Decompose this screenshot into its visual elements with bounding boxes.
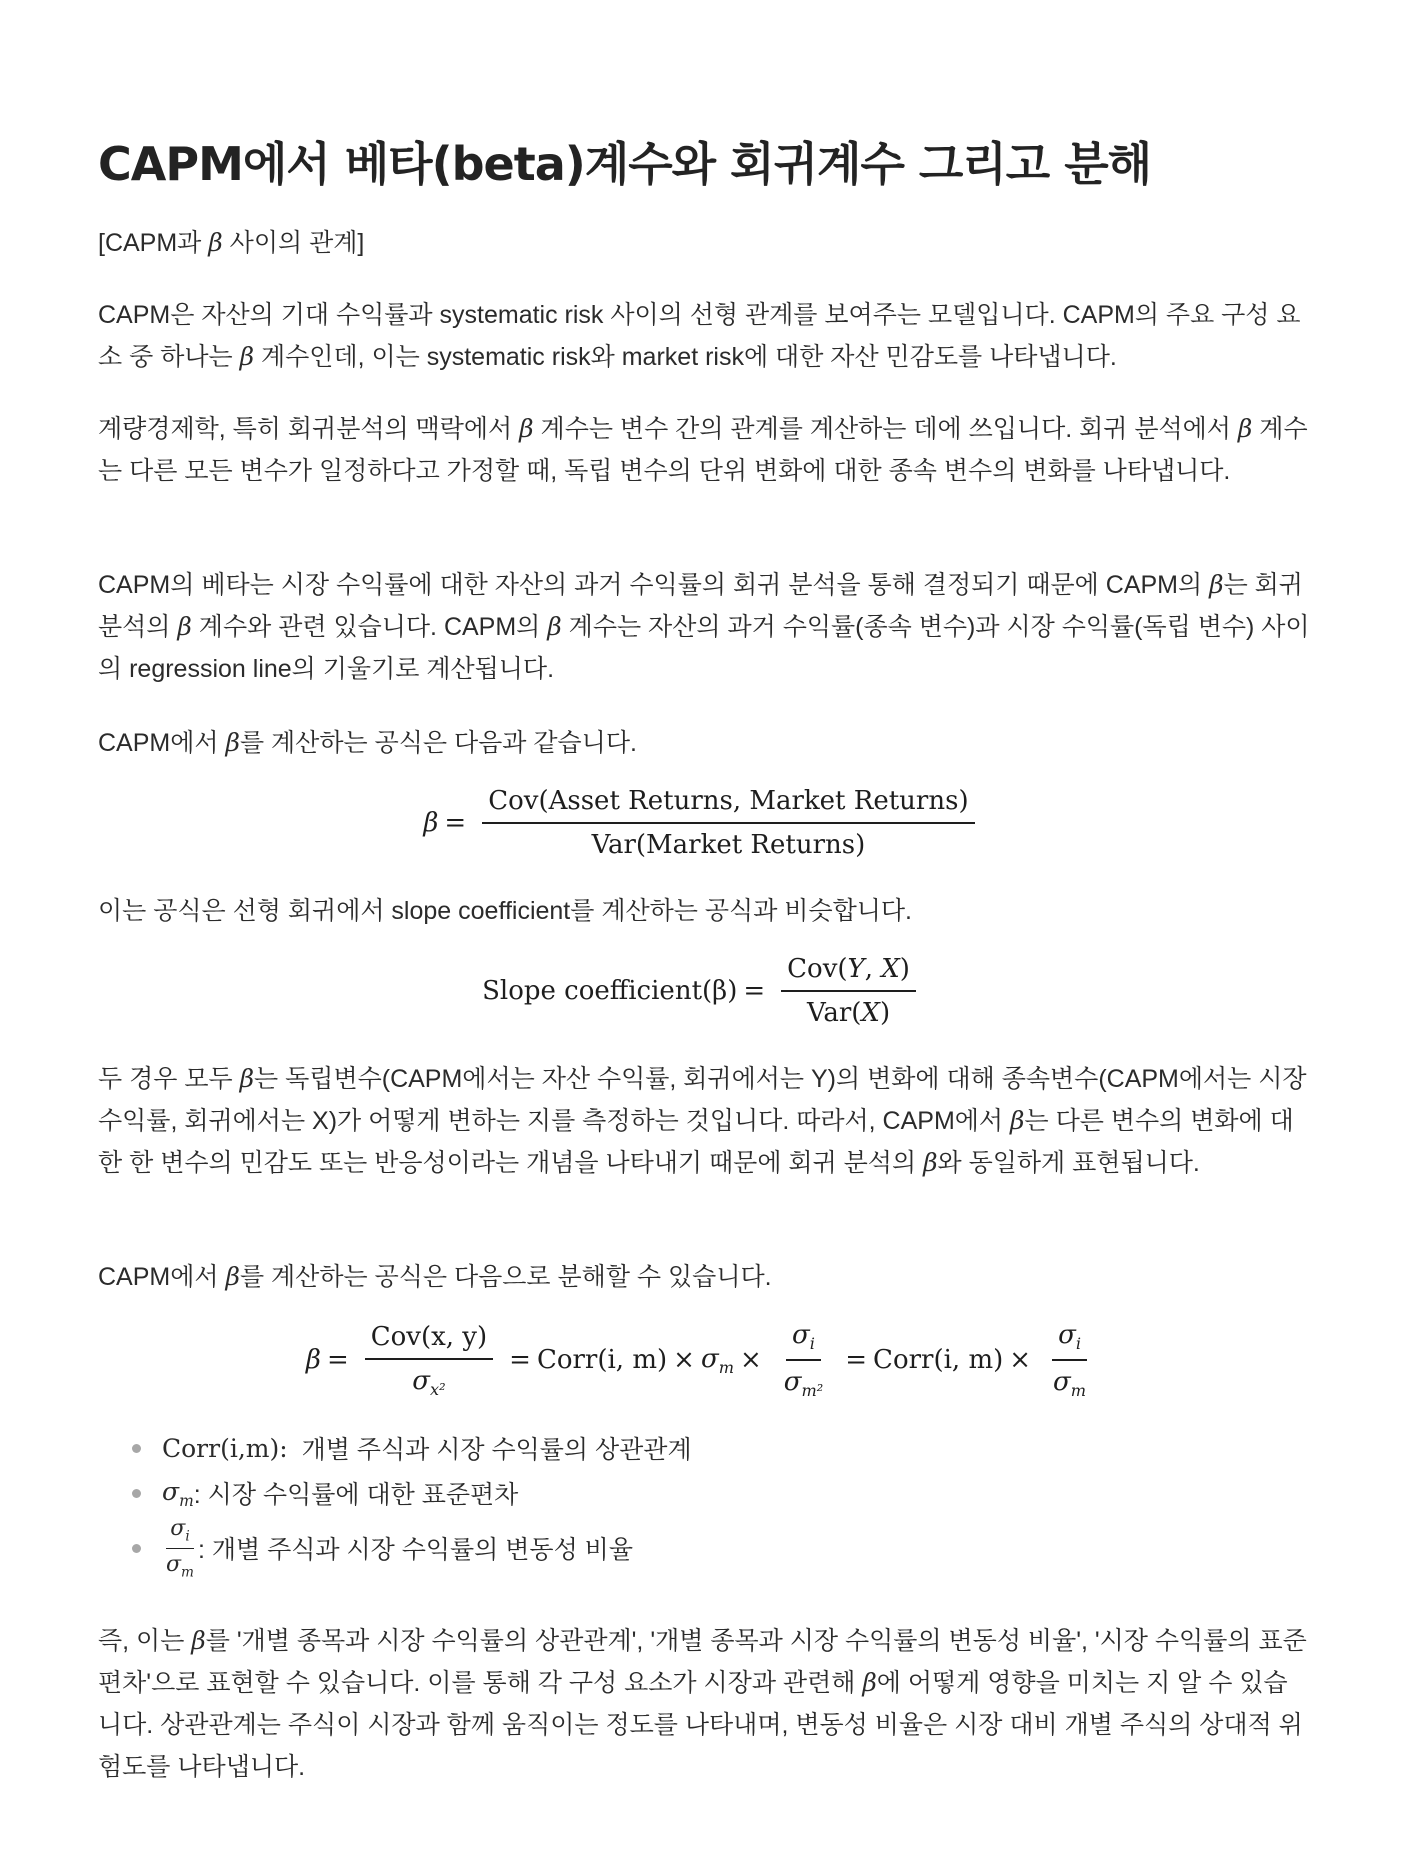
- paragraph-decomposition-intro: CAPM에서 β를 계산하는 공식은 다음으로 분해할 수 있습니다.: [98, 1262, 772, 1291]
- beta-symbol: β: [862, 1668, 877, 1697]
- paragraph-capm-beta-regression: CAPM의 베타는 시장 수익률에 대한 자산의 과거 수익률의 회귀 분석을 통해 결정되기 때문에 CAPM의 β는 회귀 분석의 β 계수와 관련 있습니다. CAPM의 β 계수는 자산의 과거 수익률(종속 변수)과 시장 수익률(독립 변수) 사이의 regression line의 기울기로 계산됩니다.: [98, 570, 1310, 683]
- beta-symbol: β: [239, 342, 255, 371]
- fraction: $\frac{\text{Cov(Y, X)}}{\text{Var(X)}}$: [781, 954, 916, 1028]
- fraction: $\frac{\text{Cov(Asset Returns, Market Returns)}}{\text{Var(Market Returns)}}$: [482, 786, 974, 860]
- list-item: Corr(i,m): 개별 주식과 시장 수익률의 상관관계: [98, 1426, 692, 1470]
- paragraph-formula-intro: CAPM에서 β를 계산하는 공식은 다음과 같습니다.: [98, 728, 637, 757]
- paragraph-summary: 즉, 이는 β를 '개별 종목과 시장 수익률의 상관관계', '개별 종목과 시장 수익률의 변동성 비율', '시장 수익률의 표준편차'으로 표현할 수 있습니다. 이를 통해 각 구성 요소가 시장과 관련해 β에 어떻게 영향을 미치는 지 알 수 있습니다. 상관관계는 주식이 시장과 함께 움직이는 정도를 나타내며, 변동성 비율은 시장 대비 개별 주식의 상대적 위험도를 나타냅니다.: [98, 1626, 1307, 1781]
- component-bullet-list: [98, 1426, 692, 1580]
- beta-symbol: β: [1237, 414, 1253, 443]
- paragraph-both-cases: 두 경우 모두 β는 독립변수(CAPM에서는 자산 수익률, 회귀에서는 Y)의 변화에 대해 종속변수(CAPM에서는 시장 수익률, 회귀에서는 X)가 어떻게 변하는 지를 측정하는 것입니다. 따라서, CAPM에서 β는 다른 변수의 변화에 대한 한 변수의 민감도 또는 반응성이라는 개념을 나타내기 때문에 회귀 분석의 β와 동일하게 표현됩니다.: [98, 1064, 1307, 1177]
- list-item: $\frac{\sigma_i}{\sigma_m}$ : 개별 주식과 시장 수익률의 변동성 비율: [98, 1516, 692, 1580]
- beta-symbol: β: [239, 1064, 255, 1093]
- equation-slope-coefficient: Slope coefficient(β) = $\frac{\text{Cov(Y, X)}}{\text{Var(X)}}$: [0, 954, 1408, 1028]
- bullet-icon: [132, 1544, 141, 1553]
- beta-symbol: β: [225, 728, 240, 757]
- list-item: $\sigma_m$ : 시장 수익률에 대한 표준편차: [98, 1470, 692, 1516]
- paragraph-capm-intro: CAPM은 자산의 기대 수익률과 systematic risk 사이의 선형 관계를 보여주는 모델입니다. CAPM의 주요 구성 요소 중 하나는 β 계수인데, 이는 systematic risk와 market risk에 대한 자산 민감도를 나타냅니다.: [98, 301, 1301, 371]
- beta-symbol: β: [191, 1626, 206, 1655]
- equation-capm-beta: β = $\frac{\text{Cov(Asset Returns, Market Returns)}}{\text{Var(Market Returns)}}$: [0, 786, 1408, 860]
- bullet-icon: [132, 1444, 141, 1453]
- beta-symbol: β: [1010, 1106, 1025, 1135]
- fraction: $\frac{\text{Cov(x, y)}}{\sigma_{x^2}}$: [365, 1322, 493, 1399]
- beta-symbol: β: [923, 1148, 938, 1177]
- beta-symbol: β: [225, 1262, 240, 1291]
- page-title: CAPM에서 베타(beta)계수와 회귀계수 그리고 분해: [98, 137, 1152, 191]
- beta-symbol: β: [547, 612, 562, 641]
- paragraph-econometrics: 계량경제학, 특히 회귀분석의 맥락에서 β 계수는 변수 간의 관계를 계산하는 데에 쓰입니다. 회귀 분석에서 β 계수는 다른 모든 변수가 일정하다고 가정할 때, 독립 변수의 단위 변화에 대한 종속 변수의 변화를 나타냅니다.: [98, 414, 1308, 485]
- fraction: $\frac{\sigma_i}{\sigma_m}$: [1053, 1320, 1087, 1401]
- beta-symbol: β: [1209, 570, 1224, 599]
- fraction: $\frac{\sigma_i}{\sigma_m}$: [166, 1516, 194, 1580]
- equation-beta-decomposition: β = $\frac{\text{Cov(x, y)}}{\sigma_{x^2}}$ = Corr(i, m) × $\sigma_m$ × $\frac{\sigma_i}{\sigma_{m^2}}$ = Corr(i, m) × $\frac{\sigma_i}{\sigma_m}$: [0, 1320, 1408, 1400]
- bullet-icon: [132, 1489, 141, 1498]
- fraction: $\frac{\sigma_i}{\sigma_{m^2}}$: [783, 1320, 824, 1401]
- beta-symbol: β: [177, 612, 192, 641]
- section-heading: [CAPM과 β 사이의 관계]: [98, 228, 365, 257]
- paragraph-slope: 이는 공식은 선형 회귀에서 slope coefficient를 계산하는 공식과 비슷합니다.: [98, 897, 912, 925]
- beta-symbol: β: [208, 228, 223, 257]
- beta-symbol: β: [519, 414, 534, 443]
